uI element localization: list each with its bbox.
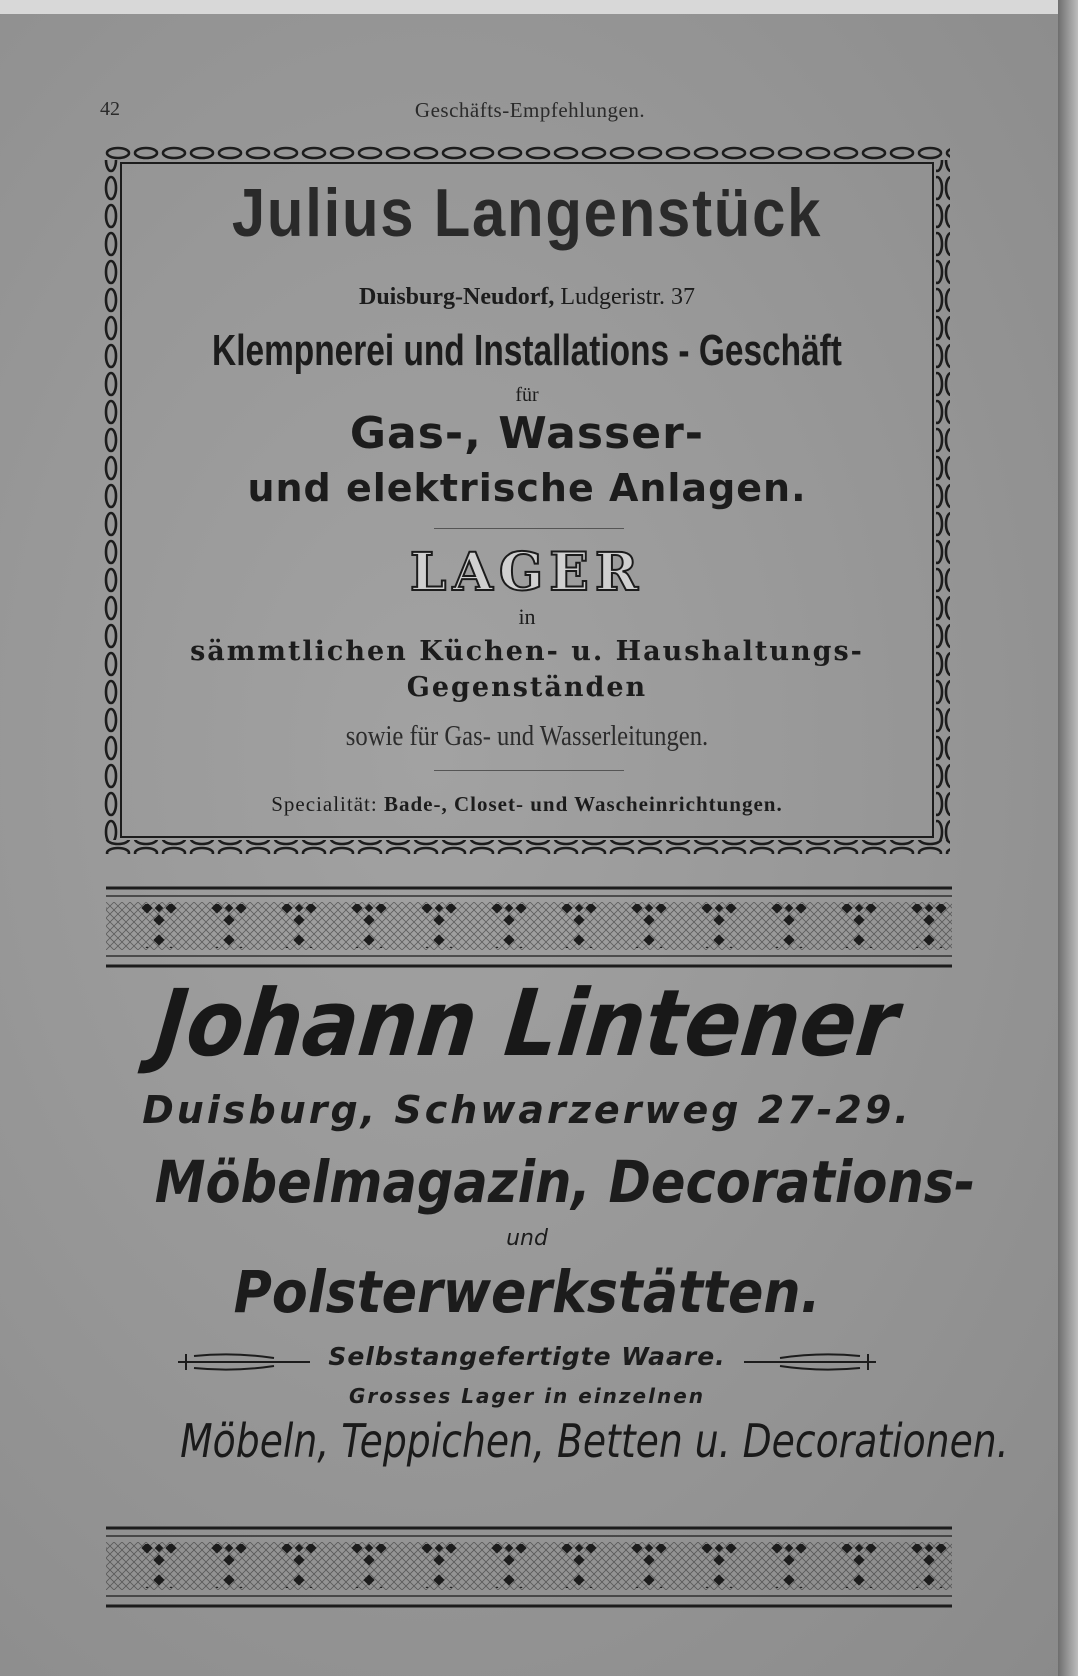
self-made-goods-line: Selbstangefertigte Waare.	[328, 1342, 726, 1371]
advertiser-address	[104, 284, 950, 311]
specialty-label: Specialität:	[271, 792, 378, 816]
goods-list-line: Möbeln, Teppichen, Betten u. Decorationen.	[180, 1414, 1009, 1468]
advertiser-name: Julius Langenstück	[231, 175, 823, 251]
electrical-line: und elektrische Anlagen.	[247, 466, 807, 510]
large-stock-line: Grosses Lager in einzelnen	[348, 1384, 706, 1408]
flourish-right-ornament	[740, 1350, 880, 1374]
items-line-1: sämmtlichen Küchen- u. Haushaltungs-	[190, 636, 864, 667]
fuer-text: für	[515, 384, 539, 406]
gas-water-line: Gas-, Wasser-	[349, 408, 705, 459]
und-text: und	[506, 1226, 548, 1251]
items-line-2: Gegenständen	[406, 672, 648, 703]
specialty-text: Bade-, Closet- und Wascheinrichtungen.	[383, 792, 783, 816]
advertiser-address: Duisburg, Schwarzerweg 27-29.	[142, 1088, 912, 1132]
advertisement-lintener	[104, 970, 1009, 1510]
in-text: in	[518, 604, 536, 629]
page-number: 42	[100, 98, 120, 120]
running-head-title: Geschäfts-Empfehlungen.	[414, 98, 646, 122]
advertisement-langenstueck	[104, 146, 950, 854]
ornamental-band-bottom	[106, 1526, 952, 1610]
advertiser-name: Johann Lintener	[150, 970, 904, 1077]
scan-right-edge	[1058, 0, 1078, 1676]
furniture-line: Möbelmagazin, Decorations-	[154, 1148, 976, 1216]
upholstery-line: Polsterwerkstätten.	[233, 1258, 821, 1326]
scan-top-margin	[0, 0, 1078, 14]
trade-line: Klempnerei und Installations - Geschäft	[212, 326, 842, 375]
running-head	[100, 98, 960, 128]
sowie-line: sowie für Gas- und Wasserleitungen.	[345, 720, 709, 752]
specialty-line	[104, 792, 950, 817]
lager-heading: LAGER	[409, 542, 645, 603]
address-street: Ludgeristr. 37	[560, 284, 695, 310]
address-city: Duisburg-Neudorf,	[358, 284, 555, 310]
divider-rule	[434, 528, 624, 529]
ornamental-band-top	[106, 886, 952, 970]
divider-rule	[434, 770, 624, 771]
